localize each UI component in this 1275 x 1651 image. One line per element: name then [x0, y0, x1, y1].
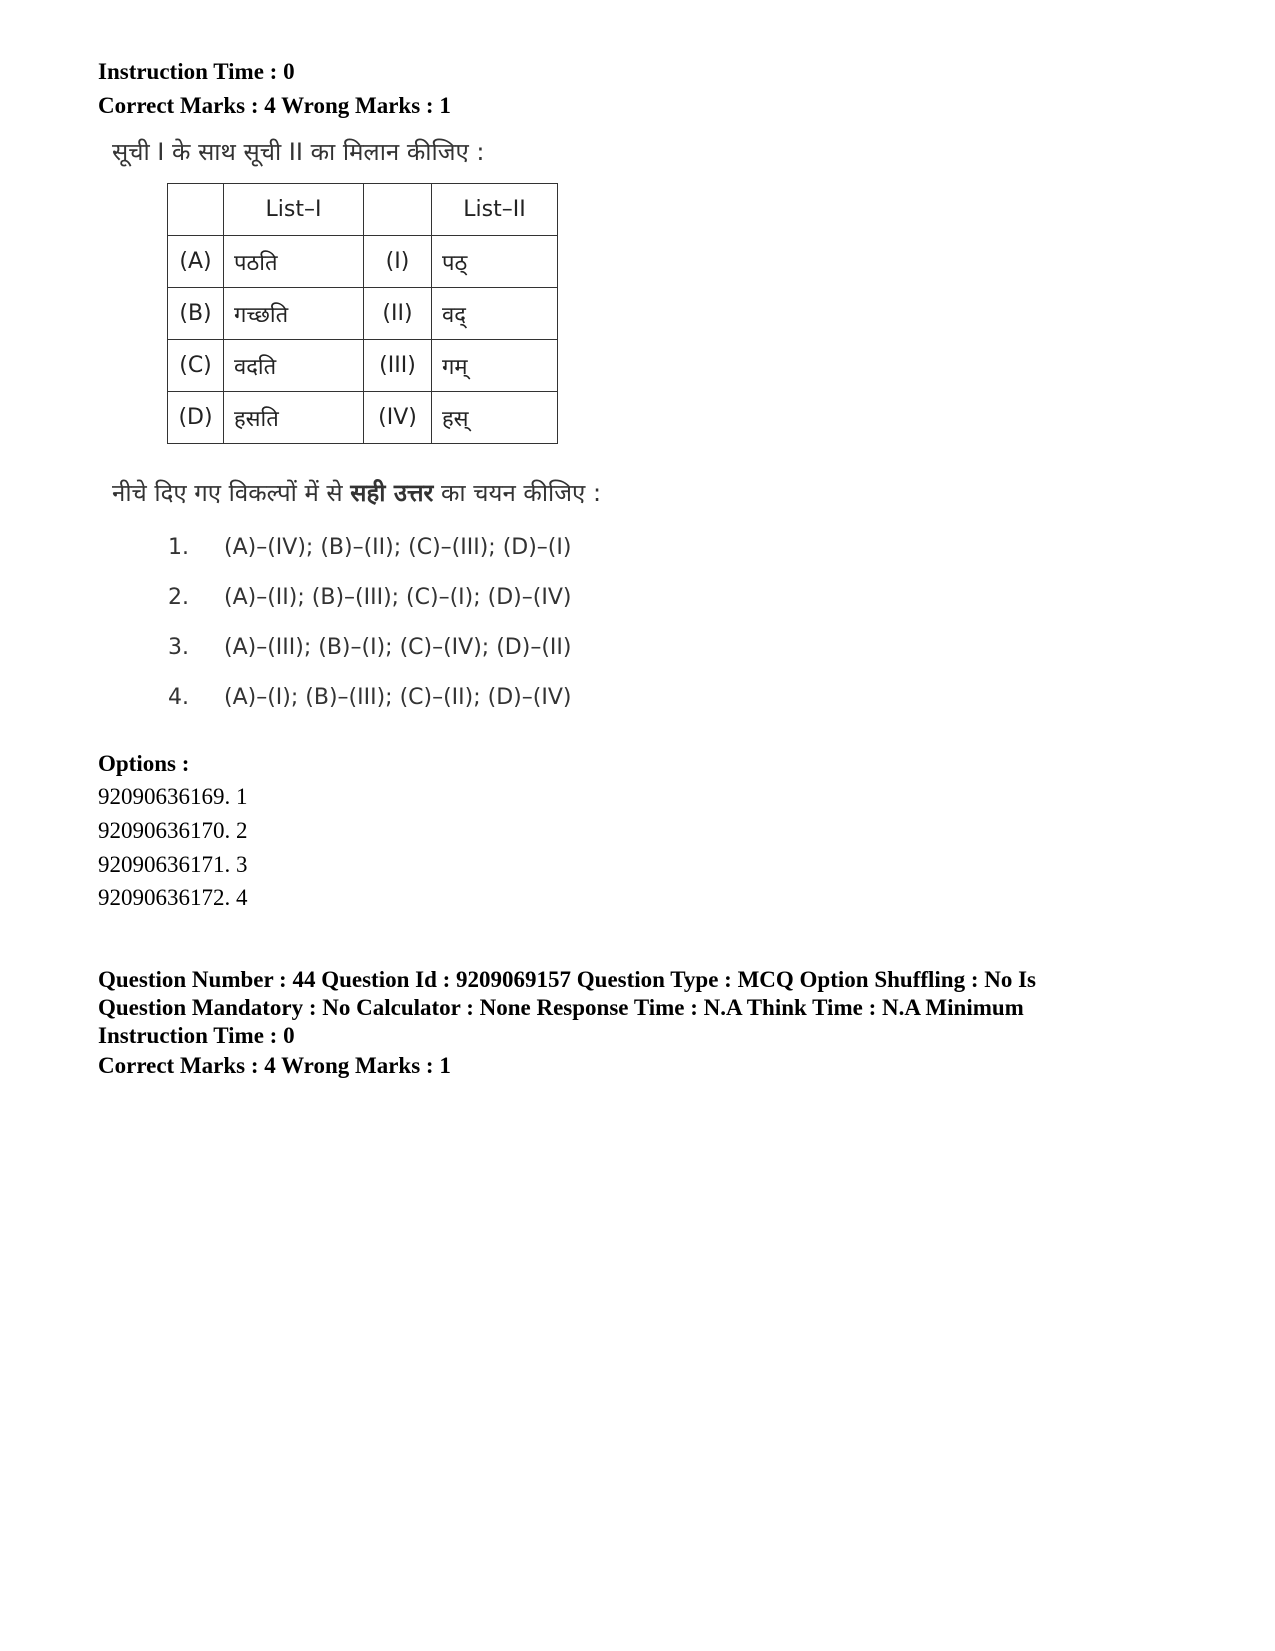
question-header	[98, 966, 1118, 1050]
marks-line: Correct Marks : 4 Wrong Marks : 1	[98, 93, 451, 118]
table-header-cell	[168, 184, 224, 236]
table-cell: (IV)	[364, 392, 432, 444]
table-row	[168, 236, 558, 288]
table-cell: (B)	[168, 288, 224, 340]
select-prompt-text: का चयन कीजिए :	[433, 479, 602, 507]
option-item: 92090636169. 1	[98, 784, 248, 809]
table-cell: पठति	[224, 236, 364, 288]
table-cell: हस्	[432, 392, 558, 444]
table-cell: पठ्	[432, 236, 558, 288]
choice-text: (A)–(II); (B)–(III); (C)–(I); (D)–(IV)	[224, 585, 572, 610]
choice-number: 4.	[168, 685, 189, 710]
table-cell: (C)	[168, 340, 224, 392]
choice-item	[168, 585, 571, 610]
table-row	[168, 340, 558, 392]
table-header-list-1: List–I	[224, 184, 364, 236]
choice-number: 2.	[168, 585, 189, 610]
option-item: 92090636171. 3	[98, 852, 248, 877]
select-prompt	[112, 476, 601, 509]
choice-text: (A)–(IV); (B)–(II); (C)–(III); (D)–(I)	[224, 535, 572, 560]
option-item: 92090636172. 4	[98, 885, 248, 910]
match-table	[167, 183, 558, 444]
table-header-cell	[364, 184, 432, 236]
choice-number: 3.	[168, 635, 189, 660]
select-prompt-bold: सही उत्तर	[350, 479, 434, 507]
choice-item	[168, 635, 571, 660]
choice-item	[168, 535, 571, 560]
table-cell: वद्	[432, 288, 558, 340]
instruction-time: Instruction Time : 0	[98, 59, 295, 84]
choice-text: (A)–(I); (B)–(III); (C)–(II); (D)–(IV)	[224, 685, 572, 710]
option-item: 92090636170. 2	[98, 818, 248, 843]
choice-number: 1.	[168, 535, 189, 560]
marks-line: Correct Marks : 4 Wrong Marks : 1	[98, 1053, 451, 1078]
question-content	[98, 135, 638, 725]
table-header-row	[168, 184, 558, 236]
choice-item	[168, 685, 571, 710]
table-cell: गच्छति	[224, 288, 364, 340]
table-row	[168, 288, 558, 340]
table-cell: (I)	[364, 236, 432, 288]
table-cell: (II)	[364, 288, 432, 340]
table-cell: गम्	[432, 340, 558, 392]
choice-text: (A)–(III); (B)–(I); (C)–(IV); (D)–(II)	[224, 635, 572, 660]
table-cell: (D)	[168, 392, 224, 444]
table-cell: हसति	[224, 392, 364, 444]
question-header-line: Question Mandatory : No Calculator : None Response Time : N.A Think Time : N.A Minimum	[98, 995, 1024, 1020]
options-heading: Options :	[98, 751, 190, 776]
question-header-line: Instruction Time : 0	[98, 1023, 295, 1048]
table-header-list-2: List–II	[432, 184, 558, 236]
table-cell: (III)	[364, 340, 432, 392]
table-cell: (A)	[168, 236, 224, 288]
question-header-line: Question Number : 44 Question Id : 9209069157 Question Type : MCQ Option Shuffling : No Is	[98, 967, 1037, 992]
table-cell: वदति	[224, 340, 364, 392]
table-row	[168, 392, 558, 444]
select-prompt-text: नीचे दिए गए विकल्पों में से	[112, 479, 351, 507]
question-prompt: सूची I के साथ सूची II का मिलान कीजिए :	[112, 138, 485, 166]
